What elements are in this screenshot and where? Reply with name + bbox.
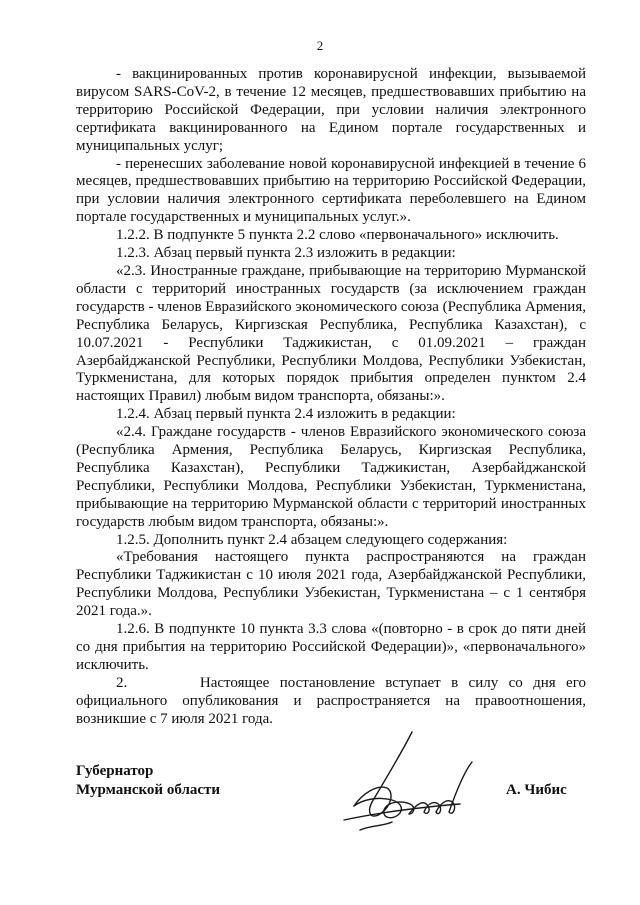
signer-position (76, 762, 220, 800)
paragraph-effective-date: 2. Настоящее постановление вступает в силу со дня его официального опубликования и распространяется на правоотношения, возникшие с 7 июля 2021 года. (76, 674, 586, 727)
paragraph-1-2-3: 1.2.3. Абзац первый пункта 2.3 изложить в редакции: (116, 245, 456, 262)
signature-block (76, 762, 586, 852)
paragraph-clause-2-4: «2.4. Граждане государств - членов Евразийского экономического союза (Республика Армения, Республика Беларусь, Киргизская Республика, Республика Казахстан), Республики Таджикистан, Азербайджанской Республики, Республики Молдова, Республики Узбекистан, Туркменистана, прибывающие на территорию Мурманской области с территорий иностранных государств любым видом транспорта, обязаны:». (76, 424, 586, 530)
signer-position-line1: Губернатор (76, 763, 154, 779)
handwritten-signature (332, 722, 492, 842)
paragraph-clause-2-3: «2.3. Иностранные граждане, прибывающие на территорию Мурманской области с территорий иностранных государств (за исключением граждан государств - членов Евразийского экономического союза (Республика Армения, Республика Беларусь, Киргизская Республика, Республика Казахстан), с 10.07.2021 - Республики Таджикистан, с 01.09.2021 – граждан Азербайджанской Республики, Республики Молдова, Республики Узбекистан, Туркменистана, для которых порядок прибытия определен пунктом 2.4 настоящих Правил) любым видом транспорта, обязаны:». (76, 262, 586, 405)
signer-name: А. Чибис (506, 782, 567, 798)
paragraph-1-2-6: 1.2.6. В подпункте 10 пункта 3.3 слова «(повторно - в срок до пяти дней со дня прибытия на территорию Российской Федерации)», «первоначального» исключить. (76, 621, 586, 673)
paragraph-1-2-5: 1.2.5. Дополнить пункт 2.4 абзацем следующего содержания: (116, 531, 508, 548)
paragraph-requirements: «Требования настоящего пункта распространяются на граждан Республики Таджикистан с 10 июля 2021 года, Азербайджанской Республики, Республики Молдова, Республики Узбекистан, Туркменистана – с 1 сентября 2021 года.». (76, 549, 586, 620)
page-number: 2 (316, 38, 324, 53)
paragraph-recovered: - перенесших заболевание новой коронавирусной инфекцией в течение 6 месяцев, предшествовавших прибытию на территорию Российской Федерации, при условии наличия электронного сертификата переболевшего на Едином портале государственных и муниципальных услуг.». (76, 155, 586, 226)
paragraph-1-2-4: 1.2.4. Абзац первый пункта 2.4 изложить в редакции: (116, 406, 456, 423)
document-body (76, 66, 586, 729)
paragraph-1-2-2: 1.2.2. В подпункте 5 пункта 2.2 слово «первоначального» исключить. (116, 227, 559, 244)
signer-position-line2: Мурманской области (76, 782, 221, 798)
paragraph-vaccinated: - вакцинированных против коронавирусной инфекции, вызываемой вирусом SARS-CoV-2, в течение 12 месяцев, предшествовавших прибытию на территорию Российской Федерации, при условии наличия электронного сертификата вакцинированного на Едином портале государственных и муниципальных услуг; (76, 66, 586, 154)
